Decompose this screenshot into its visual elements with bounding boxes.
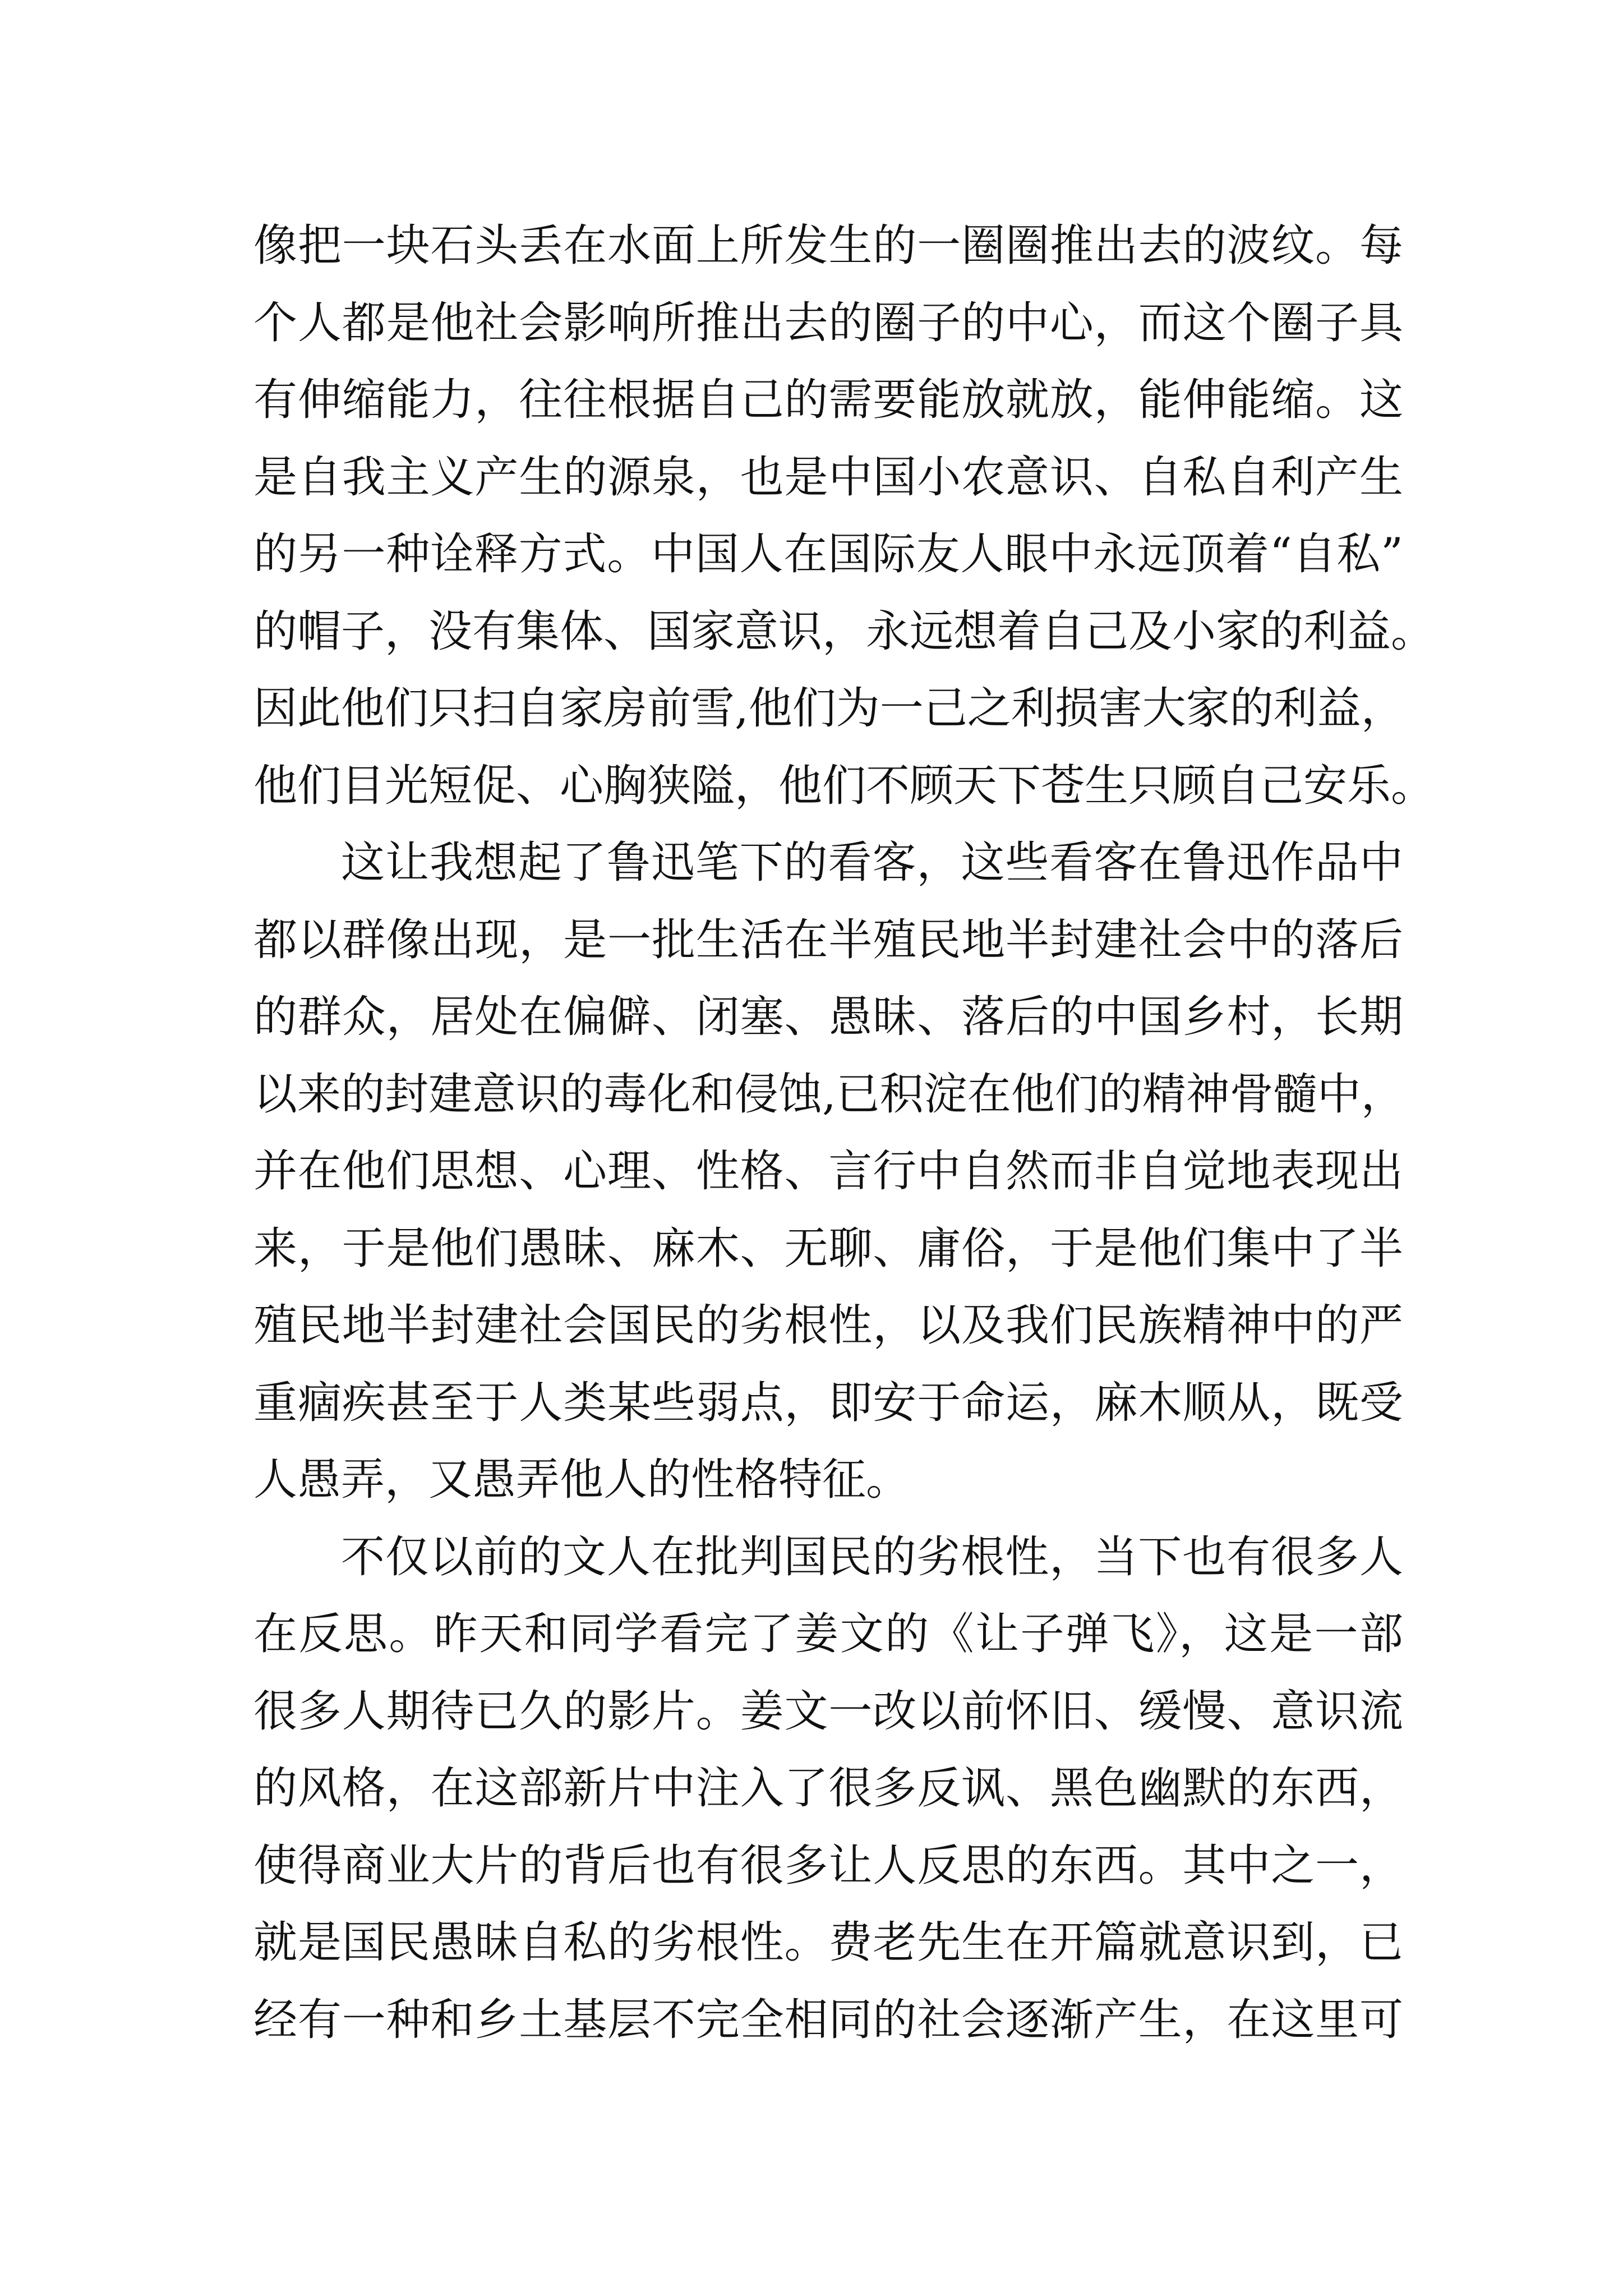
text-line: 来，于是他们愚昧、麻木、无聊、庸俗，于是他们集中了半 (253, 1223, 1403, 1274)
text-line: 是自我主义产生的源泉，也是中国小农意识、自私自利产生 (253, 452, 1403, 503)
text-line: 的帽子，没有集体、国家意识，永远想着自己及小家的利益。 (253, 606, 1435, 657)
body-text (253, 208, 1435, 2059)
text-line: 个人都是他社会影响所推出去的圈子的中心，而这个圈子具 (253, 297, 1403, 348)
text-line: 的风格，在这部新片中注入了很多反讽、黑色幽默的东西， (253, 1763, 1403, 1814)
text-line: 就是国民愚昧自私的劣根性。费老先生在开篇就意识到，已 (253, 1917, 1403, 1968)
paragraph-first-line: 这让我想起了鲁迅笔下的看客，这些看客在鲁迅作品中 (341, 838, 1403, 888)
text-line: 在反思。昨天和同学看完了姜文的《让子弹飞》，这是一部 (253, 1609, 1403, 1659)
text-line: 他们目光短促、心胸狭隘，他们不顾天下苍生只顾自己安乐。 (253, 760, 1435, 811)
text-line: 的另一种诠释方式。中国人在国际友人眼中永远顶着“自私” (253, 529, 1403, 579)
text-line: 的群众，居处在偏僻、闭塞、愚昧、落后的中国乡村，长期 (253, 992, 1403, 1042)
text-line: 像把一块石头丢在水面上所发生的一圈圈推出去的波纹。每 (253, 220, 1403, 271)
text-line: 重痼疾甚至于人类某些弱点，即安于命运，麻木顺从，既受 (253, 1377, 1403, 1428)
text-line: 很多人期待已久的影片。姜文一改以前怀旧、缓慢、意识流 (253, 1686, 1403, 1737)
text-line: 使得商业大片的背后也有很多让人反思的东西。其中之一， (253, 1840, 1403, 1891)
text-line: 经有一种和乡土基层不完全相同的社会逐渐产生，在这里可 (253, 1994, 1403, 2045)
text-line: 都以群像出现，是一批生活在半殖民地半封建社会中的落后 (253, 914, 1403, 965)
text-line: 以来的封建意识的毒化和侵蚀,已积淀在他们的精神骨髓中， (253, 1069, 1405, 1120)
text-line: 并在他们思想、心理、性格、言行中自然而非自觉地表现出 (253, 1146, 1403, 1197)
text-line: 有伸缩能力，往往根据自己的需要能放就放，能伸能缩。这 (253, 375, 1403, 425)
text-line: 因此他们只扫自家房前雪,他们为一己之利损害大家的利益， (253, 683, 1405, 734)
paragraph-first-line: 不仅以前的文人在批判国民的劣根性，当下也有很多人 (341, 1531, 1403, 1582)
paragraph-last-line: 人愚弄，又愚弄他人的性格特征。 (253, 1455, 910, 1505)
text-line: 殖民地半封建社会国民的劣根性，以及我们民族精神中的严 (253, 1300, 1403, 1351)
